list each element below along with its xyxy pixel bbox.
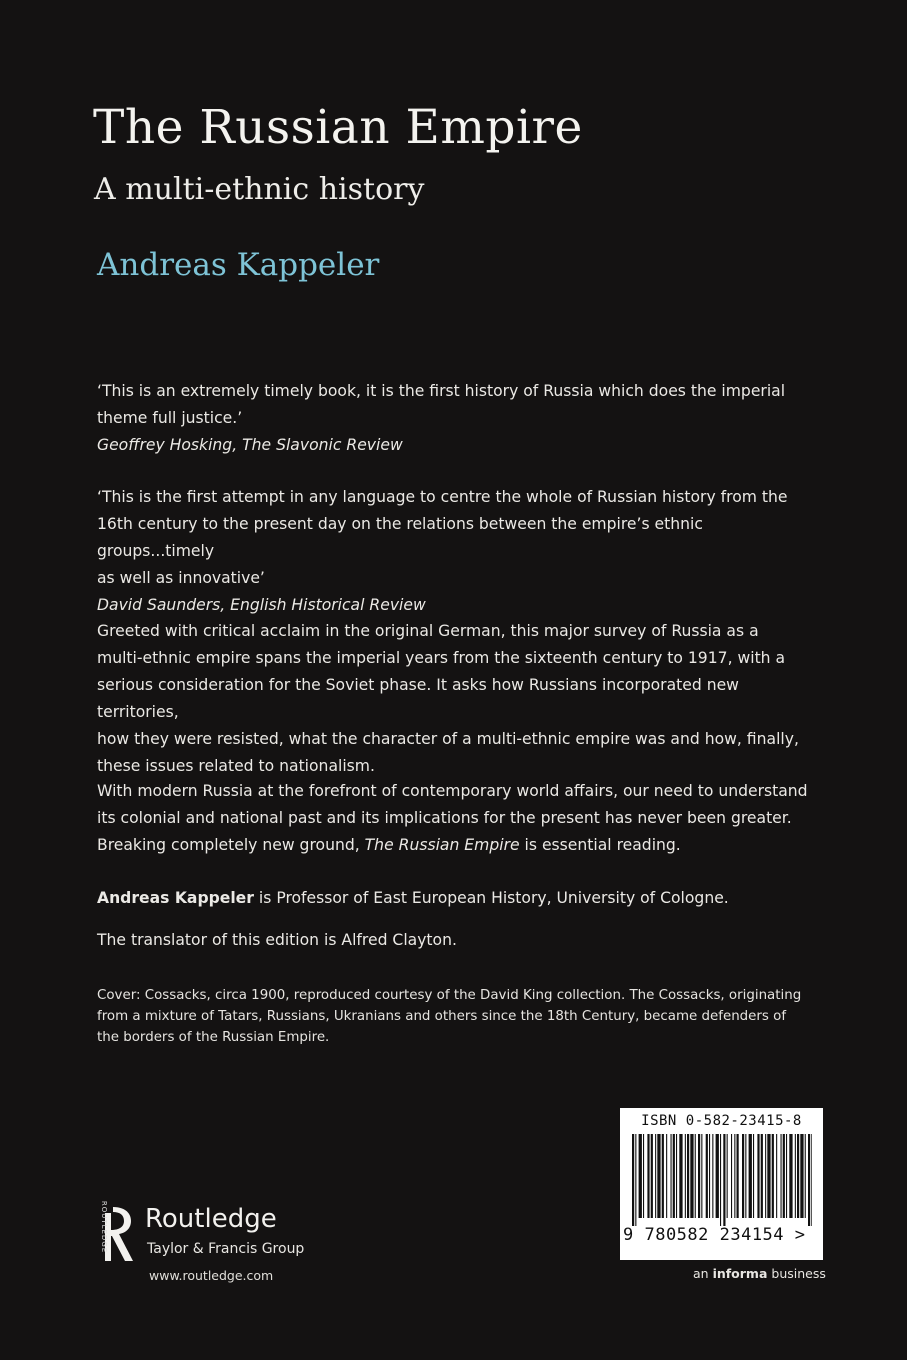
barcode-bar [716, 1134, 719, 1218]
barcode-bar [676, 1134, 677, 1218]
barcode-bar [731, 1134, 732, 1218]
isbn-barcode [620, 1108, 823, 1260]
description-line: these issues related to nationalism. [97, 757, 375, 775]
barcode-bar [712, 1134, 713, 1218]
barcode-bar [655, 1134, 656, 1218]
text-run: an [693, 1266, 713, 1281]
barcode-bar [805, 1134, 806, 1218]
quote-attribution: David Saunders, English Historical Review [97, 596, 426, 614]
cover-line: the borders of the Russian Empire. [97, 1030, 330, 1045]
barcode-bar [734, 1134, 735, 1218]
description-line: how they were resisted, what the character of a multi-ethnic empire was and how, finally, [97, 730, 799, 748]
barcode-bar [781, 1134, 782, 1218]
barcode-bar [639, 1134, 642, 1218]
barcode-bars [632, 1134, 812, 1226]
barcode-bar [742, 1134, 744, 1218]
publisher-logo [95, 1200, 315, 1265]
book-title: The Russian Empire [93, 100, 583, 155]
description-line: multi-ethnic empire spans the imperial years from the sixteenth century to 1917, with a [97, 649, 786, 667]
barcode-bar [643, 1134, 644, 1218]
cover-credit [97, 985, 817, 1048]
barcode-bar [687, 1134, 689, 1218]
logo-vertical-text: ROUTLEDGE [100, 1200, 108, 1254]
barcode-bar [632, 1134, 634, 1226]
translator-line: The translator of this edition is Alfred Clayton. [97, 931, 457, 949]
book-author: Andreas Kappeler [97, 247, 380, 283]
barcode-bar [786, 1134, 787, 1218]
barcode-bar [679, 1134, 682, 1218]
quote-line: as well as innovative’ [97, 569, 265, 587]
barcode-bar [772, 1134, 774, 1218]
text-run: Breaking completely new ground, [97, 836, 365, 854]
book-description [97, 618, 817, 780]
publisher-group: Taylor & Francis Group [147, 1241, 305, 1257]
barcode-bar [647, 1134, 649, 1218]
informa-brand: informa [712, 1266, 768, 1281]
barcode-bar [757, 1134, 759, 1218]
text-run: is essential reading. [519, 836, 681, 854]
isbn-number: ISBN 0-582-23415-8 [641, 1113, 802, 1129]
book-subtitle: A multi-ethnic history [94, 172, 425, 207]
quote-line: ‘This is an extremely timely book, it is the first history of Russia which does the imperial [97, 382, 786, 400]
barcode-bar [698, 1134, 700, 1218]
quote-line: ‘This is the first attempt in any language to centre the whole of Russian history from the [97, 488, 788, 506]
barcode-bar [720, 1134, 721, 1226]
cover-line: from a mixture of Tatars, Russians, Ukranians and others since the 18th Century, became defenders of [97, 1009, 787, 1024]
barcode-bar [765, 1134, 766, 1218]
barcode-bar [776, 1134, 777, 1218]
barcode-bar [635, 1134, 636, 1226]
publisher-website: www.routledge.com [149, 1268, 274, 1283]
barcode-bar [662, 1134, 664, 1218]
barcode-bar [800, 1134, 803, 1218]
barcode-bar [811, 1134, 812, 1226]
barcode-bar [701, 1134, 702, 1218]
bio-text: is Professor of East European History, University of Cologne. [253, 889, 729, 907]
bio-line [97, 885, 817, 912]
barcode-bar [690, 1134, 693, 1218]
translator-note [97, 927, 817, 954]
importance-paragraph [97, 778, 817, 859]
barcode-bar [657, 1134, 660, 1218]
barcode-bar [797, 1134, 799, 1218]
informa-tagline [693, 1266, 826, 1281]
barcode-bar [789, 1134, 792, 1218]
paragraph-line: With modern Russia at the forefront of contemporary world affairs, our need to understand [97, 782, 808, 800]
barcode-bar [767, 1134, 770, 1218]
description-line: serious consideration for the Soviet phase. It asks how Russians incorporated new territories, [97, 676, 739, 721]
text-run: business [767, 1266, 826, 1281]
ean-number: 9 780582 234154 > [623, 1225, 806, 1245]
bio-author-name: Andreas Kappeler [97, 889, 254, 907]
barcode-bar [737, 1134, 739, 1218]
paragraph-line: its colonial and national past and its implications for the present has never been greater. [97, 809, 792, 827]
barcode-bar [795, 1134, 796, 1218]
book-title-italic: The Russian Empire [364, 836, 520, 854]
barcode-bar [761, 1134, 763, 1218]
barcode-bar [695, 1134, 696, 1218]
review-quote-2 [97, 484, 817, 619]
barcode-bar [745, 1134, 746, 1218]
quote-line: 16th century to the present day on the relations between the empire’s ethnic groups...timely [97, 515, 703, 560]
author-bio [97, 885, 817, 912]
barcode-bar [709, 1134, 710, 1218]
barcode-bar [671, 1134, 672, 1218]
publisher-name: Routledge [145, 1204, 277, 1234]
barcode-bar [753, 1134, 754, 1218]
cover-line: Cover: Cossacks, circa 1900, reproduced courtesy of the David King collection. The Cossacks, originating [97, 988, 802, 1003]
barcode-bar [706, 1134, 708, 1218]
barcode-bar [685, 1134, 686, 1218]
barcode-bar [666, 1134, 667, 1218]
barcode-bar [783, 1134, 785, 1218]
quote-attribution: Geoffrey Hosking, The Slavonic Review [97, 436, 403, 454]
barcode-bar [723, 1134, 725, 1226]
barcode-bar [749, 1134, 752, 1218]
quote-line: theme full justice.’ [97, 409, 243, 427]
review-quote-1 [97, 378, 817, 459]
description-line: Greeted with critical acclaim in the original German, this major survey of Russia as a [97, 622, 759, 640]
barcode-bar [673, 1134, 675, 1218]
barcode-bar [808, 1134, 810, 1226]
paragraph-line [97, 832, 817, 859]
barcode-bar [651, 1134, 653, 1218]
barcode-bar [727, 1134, 728, 1218]
